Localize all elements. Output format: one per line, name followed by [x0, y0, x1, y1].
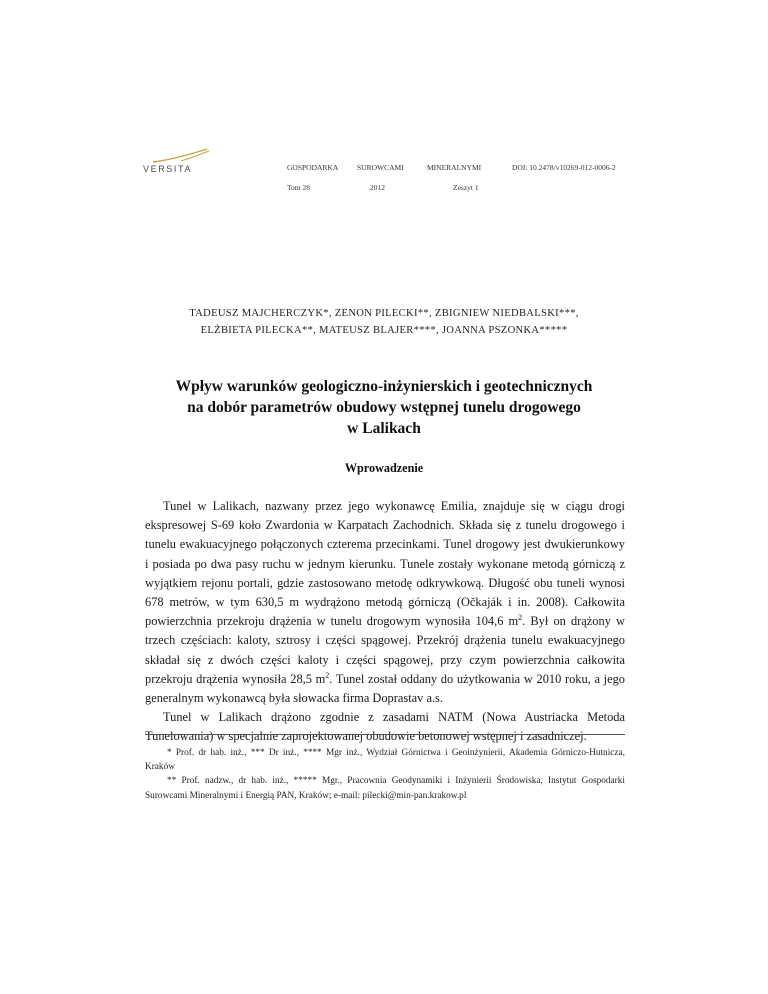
title-line-2: na dobór parametrów obudowy wstępnej tunelu drogowego [187, 399, 581, 416]
authors-line-2: ELŻBIETA PILECKA**, MATEUSZ BLAJER****, JOANNA PSZONKA***** [200, 325, 568, 336]
body-text [145, 497, 625, 747]
footnotes [145, 746, 625, 803]
section-heading: Wprowadzenie [344, 461, 424, 475]
authors [0, 305, 768, 339]
issue: Zeszyt 1 [453, 183, 479, 192]
authors-line-1: TADEUSZ MAJCHERCZYK*, ZENON PILECKI**, ZBIGNIEW NIEDBALSKI***, [189, 308, 579, 319]
volume: Tom 28 [287, 183, 311, 192]
journal-word-2: SUROWCAMI [357, 163, 404, 172]
footnote-2: ** Prof. nadzw., dr hab. inż., ***** Mgr., Pracownia Geodynamiki i Inżynierii Środowiska, Instytut Gospodarki Surowcami Mineralnymi i Energią PAN, Kraków; e-mail: pilecki@min-pan.krakow.pl [145, 776, 625, 801]
title-line-3: w Lalikach [347, 420, 421, 437]
footnote-divider [145, 734, 625, 735]
paragraph-1: Tunel w Lalikach, nazwany przez jego wykonawcę Emilia, znajduje się w ciągu drogi ekspresowej S-69 koło Zwardonia w Karpatach Zachodnich. Składa się z tunelu drogowego i tunelu ewakuacyjnego połączonych czterema przecinkami. Tunel drogowy jest dwukierunkowy i posiada po dwa pasy ruchu w jednym kierunku. Tunele zostały wykonane metodą górniczą z wyjątkiem rejonu portali, gdzie zastosowano metodę odkrywkową. Długość obu tuneli wynosi 678 metrów, w tym 630,5 m wydrążono metodą górniczą (Očkaják i in. 2008). Całkowita powierzchnia przekroju drążenia w tunelu drogowym wynosiła 104,6 $m^2$. Był on drążony w trzech częściach: kaloty, sztrosy i części spągowej. Przekrój drążenia tunelu ewakuacyjnego składał się z dwóch części kaloty i części spągowej, przy czym powierzchnia całkowita przekroju drążenia wynosiła 28,5 $m^2$. Tunel został oddany do użytkowania w 2010 roku, a jego generalnym wykonawcą była słowacka firma Doprastav a.s. [145, 499, 626, 706]
article-title [0, 376, 768, 439]
title-line-1: Wpływ warunków geologiczno-inżynierskich i geotechnicznych [175, 378, 593, 395]
footnote-1: * Prof. dr hab. inż., *** Dr inż., **** Mgr inż., Wydział Górnictwa i Geoinżynierii, Akademia Górniczo-Hutnicza, Kraków [145, 748, 625, 773]
versita-logo [143, 148, 213, 178]
year: 2012 [370, 183, 385, 192]
journal-word-1: GOSPODARKA [287, 163, 339, 172]
publisher-name: VERSITA [143, 164, 193, 174]
paragraph-2: Tunel w Lalikach drążono zgodnie z zasadami NATM (Nowa Austriacka Metoda Tunelowania) w specjalnie zaprojektowanej obudowie betonowej wstępnej i zasadniczej. [145, 710, 625, 744]
versita-swoosh-icon [151, 148, 211, 164]
journal-word-3: MINERALNYMI [427, 163, 482, 172]
doi: DOI: 10.2478/v10269-012-0006-2 [512, 163, 616, 172]
